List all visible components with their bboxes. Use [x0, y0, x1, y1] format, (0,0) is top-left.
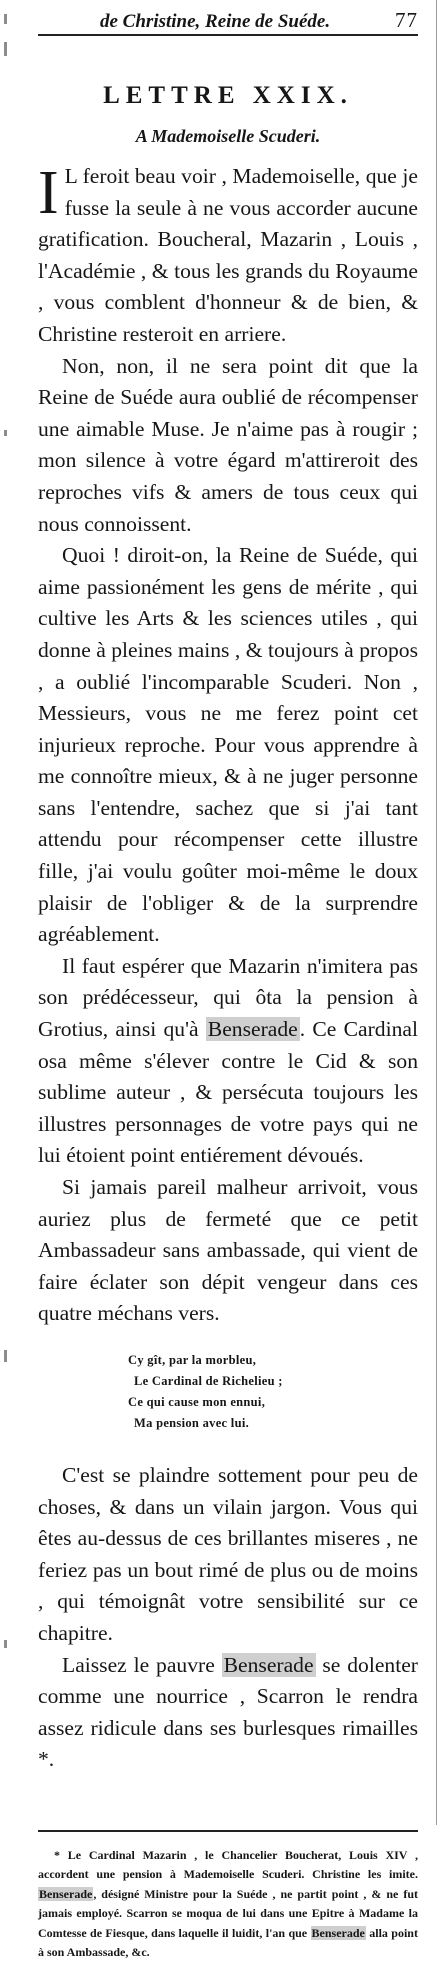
paragraph-6: C'est se plaindre sottement pour peu de choses, & dans un vilain jargon. Vous qui êtes au-dessus de ces brillantes miseres , ne feriez pas un bout rimé de plus ou de moins , qui témoignât votre sensibilité sur ce chapitre.: [38, 1462, 418, 1645]
running-head-title: de Christine, Reine de Suéde.: [100, 11, 331, 32]
verse-line: Ce qui cause mon ennui,: [128, 1394, 266, 1409]
gutter-mark: [4, 1350, 7, 1362]
paragraph-7: [38, 1650, 418, 1776]
letter-body: [38, 161, 418, 1330]
gutter-mark: [4, 1640, 7, 1648]
gutter-mark: [4, 14, 7, 24]
footnote-rule: [38, 1830, 418, 1832]
header-rule: [38, 34, 418, 36]
paragraph-4-text-a: Il faut espérer que Mazarin n'imitera pas son prédécesseur, qui ôta la pension à Grotius, ainsi qu'à: [38, 953, 418, 1042]
footnote-text-b: , désigné Ministre pour la Suéde , ne partit point , & ne fut jamais employé. Scarron se moqua de lui dans une Epitre à Madame la Comtesse de Fiesque, dans laquelle il luidit, l'an que: [38, 1886, 418, 1940]
quoted-verse: [128, 1350, 418, 1434]
letter-addressee: A Mademoiselle Scuderi.: [135, 126, 321, 146]
paragraph-7-text-a: Laissez le pauvre: [62, 1652, 222, 1677]
running-head: [38, 0, 418, 36]
highlighted-name: Benserade: [39, 1886, 93, 1901]
paragraph-5: Si jamais pareil malheur arrivoit, vous auriez plus de fermeté que ce petit Ambassadeur sans ambassade, qui vient de faire éclater son dépit vengeur dans ces quatre méchans vers.: [38, 1175, 418, 1326]
paragraph-2: Non, non, il ne sera point dit que la Reine de Suéde aura oublié de récompenser une aimable Muse. Je n'aime pas à rougir ; mon silence à votre égard m'attireroit des reproches vifs & amers de tous ceux qui nous connoissent.: [38, 353, 418, 536]
verse-line: Ma pension avec lui.: [134, 1415, 250, 1430]
highlighted-name: Benserade: [207, 1017, 298, 1042]
letter-title: LETTRE XXIX.: [103, 82, 353, 109]
paragraph-1-text: L feroit beau voir , Mademoiselle, que je fusse la seule à ne vous accorder aucune gratification. Boucheral, Mazarin , Louis , l'Académie , & tous les grands du Royaume , vous comblent d'honneur & de bien, & Christine resteroit en arriere.: [38, 164, 418, 346]
footnote-text-a: * Le Cardinal Mazarin , le Chancelier Boucherat, Louis XIV , accordent une pension à Mademoiselle Scuderi. Christine les imite.: [38, 1847, 418, 1882]
paragraph-4-text-b: . Ce Cardinal osa même s'élever contre le Cid & son sublime auteur , & persécuta toujours les illustres personnages de votre pays qui ne lui étoient point entiérement dévoués.: [38, 1017, 418, 1168]
footnote-text-c: alla point à son Ambassade, &c.: [38, 1925, 418, 1960]
paragraph-4: [38, 951, 418, 1172]
verse-line: Cy gît, par la morbleu,: [128, 1352, 257, 1367]
paragraph-7-text-b: se dolenter comme une nourrice , Scarron le rendra assez ridicule dans ses burlesques rimailles *.: [38, 1652, 418, 1772]
paragraph-3: Quoi ! diroit-on, la Reine de Suéde, qui aime passionément les gens de mérite , qui cultive les Arts & les sciences utiles , qui donne à pleines mains , & toujours à propos , a oublié l'incomparable Scuderi. Non , Messieurs, vous ne me ferez point cet injurieux reproche. Pour vous apprendre à me connoître mieux, & à ne juger personne sans l'entendre, sachez que si j'ai tant attendu pour récompenser cette illustre fille, j'ai voulu goûter moi-même le doux plaisir de l'obliger & de la surprendre agréablement.: [38, 543, 418, 947]
highlighted-name: Benserade: [223, 1652, 314, 1677]
gutter-mark: [4, 430, 7, 436]
page-number: 77: [395, 8, 418, 32]
verse-line: Le Cardinal de Richelieu ;: [134, 1373, 283, 1388]
highlighted-name: Benserade: [311, 1925, 365, 1940]
drop-cap: I: [38, 159, 59, 227]
footnote: [38, 1846, 418, 1963]
paragraph-1: [38, 161, 418, 351]
letter-body-continued: [38, 1460, 418, 1776]
gutter-mark: [4, 42, 7, 56]
binding-gutter: [4, 0, 12, 1825]
